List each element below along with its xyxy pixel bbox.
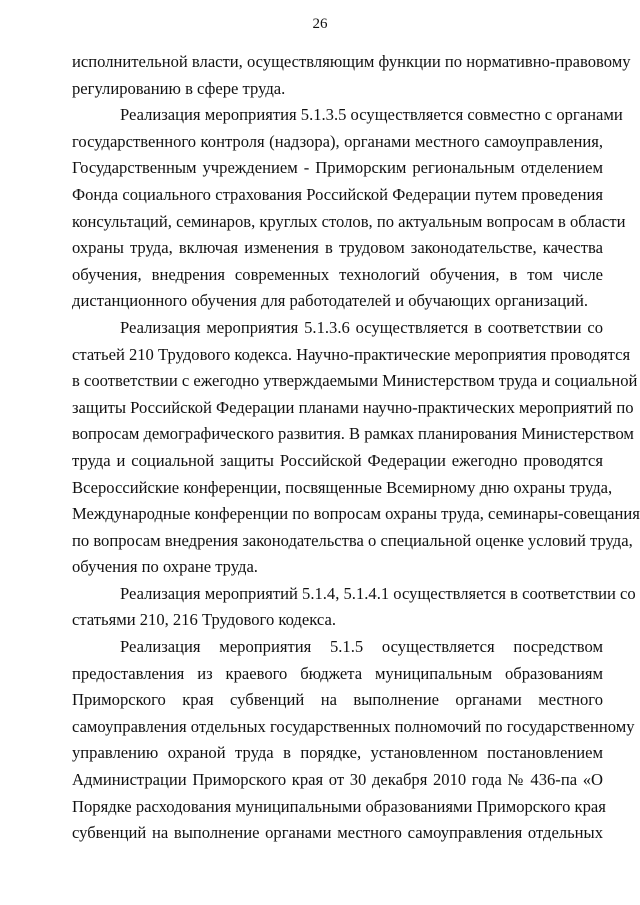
text-line: Всероссийские конференции, посвященные Всемирному дню охраны труда, [72,477,613,497]
text-line: защиты Российской Федерации планами научно-практических мероприятий по [72,397,634,417]
text-line: статьей 210 Трудового кодекса. Научно-практические мероприятия проводятся [72,344,631,364]
text-line: охраны труда, включая изменения в трудовом законодательстве, качества [72,238,603,258]
paragraph [72,634,635,847]
text-line: государственного контроля (надзора), органами местного самоуправления, [72,131,603,151]
text-line: Фонда социального страхования Российской Федерации путем проведения [72,184,603,204]
text-line: Реализация мероприятия 5.1.5 осуществляется посредством [120,637,603,657]
text-line: самоуправления отдельных государственных полномочий по государственному [72,716,635,736]
text-line: исполнительной власти, осуществляющим функции по нормативно-правовому [72,52,631,71]
text-line: Приморского края субвенций на выполнение органами местного [72,690,603,710]
paragraph [72,581,636,634]
text-line: труда и социальной защиты Российской Федерации ежегодно проводятся [72,450,603,470]
text-line: Администрации Приморского края от 30 декабря 2010 года № 436-па «О [72,770,603,790]
text-line: вопросам демографического развития. В рамках планирования Министерством [72,424,634,444]
text-line: Реализация мероприятия 5.1.3.6 осуществляется в соответствии со [120,317,603,337]
text-line: дистанционного обучения для работодателей и обучающих организаций. [72,291,589,311]
text-line: в соответствии с ежегодно утверждаемыми Министерством труда и социальной [72,371,638,391]
text-line: консультаций, семинаров, круглых столов, по актуальным вопросам в области [72,211,626,231]
document-body [72,49,640,847]
text-line: Государственным учреждением - Приморским региональным отделением [72,158,603,178]
text-line: регулированию в сфере труда. [72,78,286,98]
text-line: предоставления из краевого бюджета муниципальным образованиям [72,663,603,683]
text-line: управлению охраной труда в порядке, установленном постановлением [72,743,603,763]
text-line: Реализация мероприятия 5.1.3.5 осуществляется совместно с органами [120,105,623,125]
page-number: 26 [312,16,328,32]
paragraph [72,49,631,102]
text-line: по вопросам внедрения законодательства о специальной оценке условий труда, [72,530,633,550]
text-line: обучения по охране труда. [72,557,258,577]
text-line: Реализация мероприятий 5.1.4, 5.1.4.1 осуществляется в соответствии со [120,583,636,603]
text-line: Международные конференции по вопросам охраны труда, семинары-совещания [72,504,640,524]
paragraph [72,315,640,581]
text-line: обучения, внедрения современных технологий обучения, в том числе [72,264,603,284]
text-line: субвенций на выполнение органами местного самоуправления отдельных [72,823,603,843]
paragraph [72,102,626,315]
text-line: Порядке расходования муниципальными образованиями Приморского края [72,796,606,816]
text-line: статьями 210, 216 Трудового кодекса. [72,610,336,630]
